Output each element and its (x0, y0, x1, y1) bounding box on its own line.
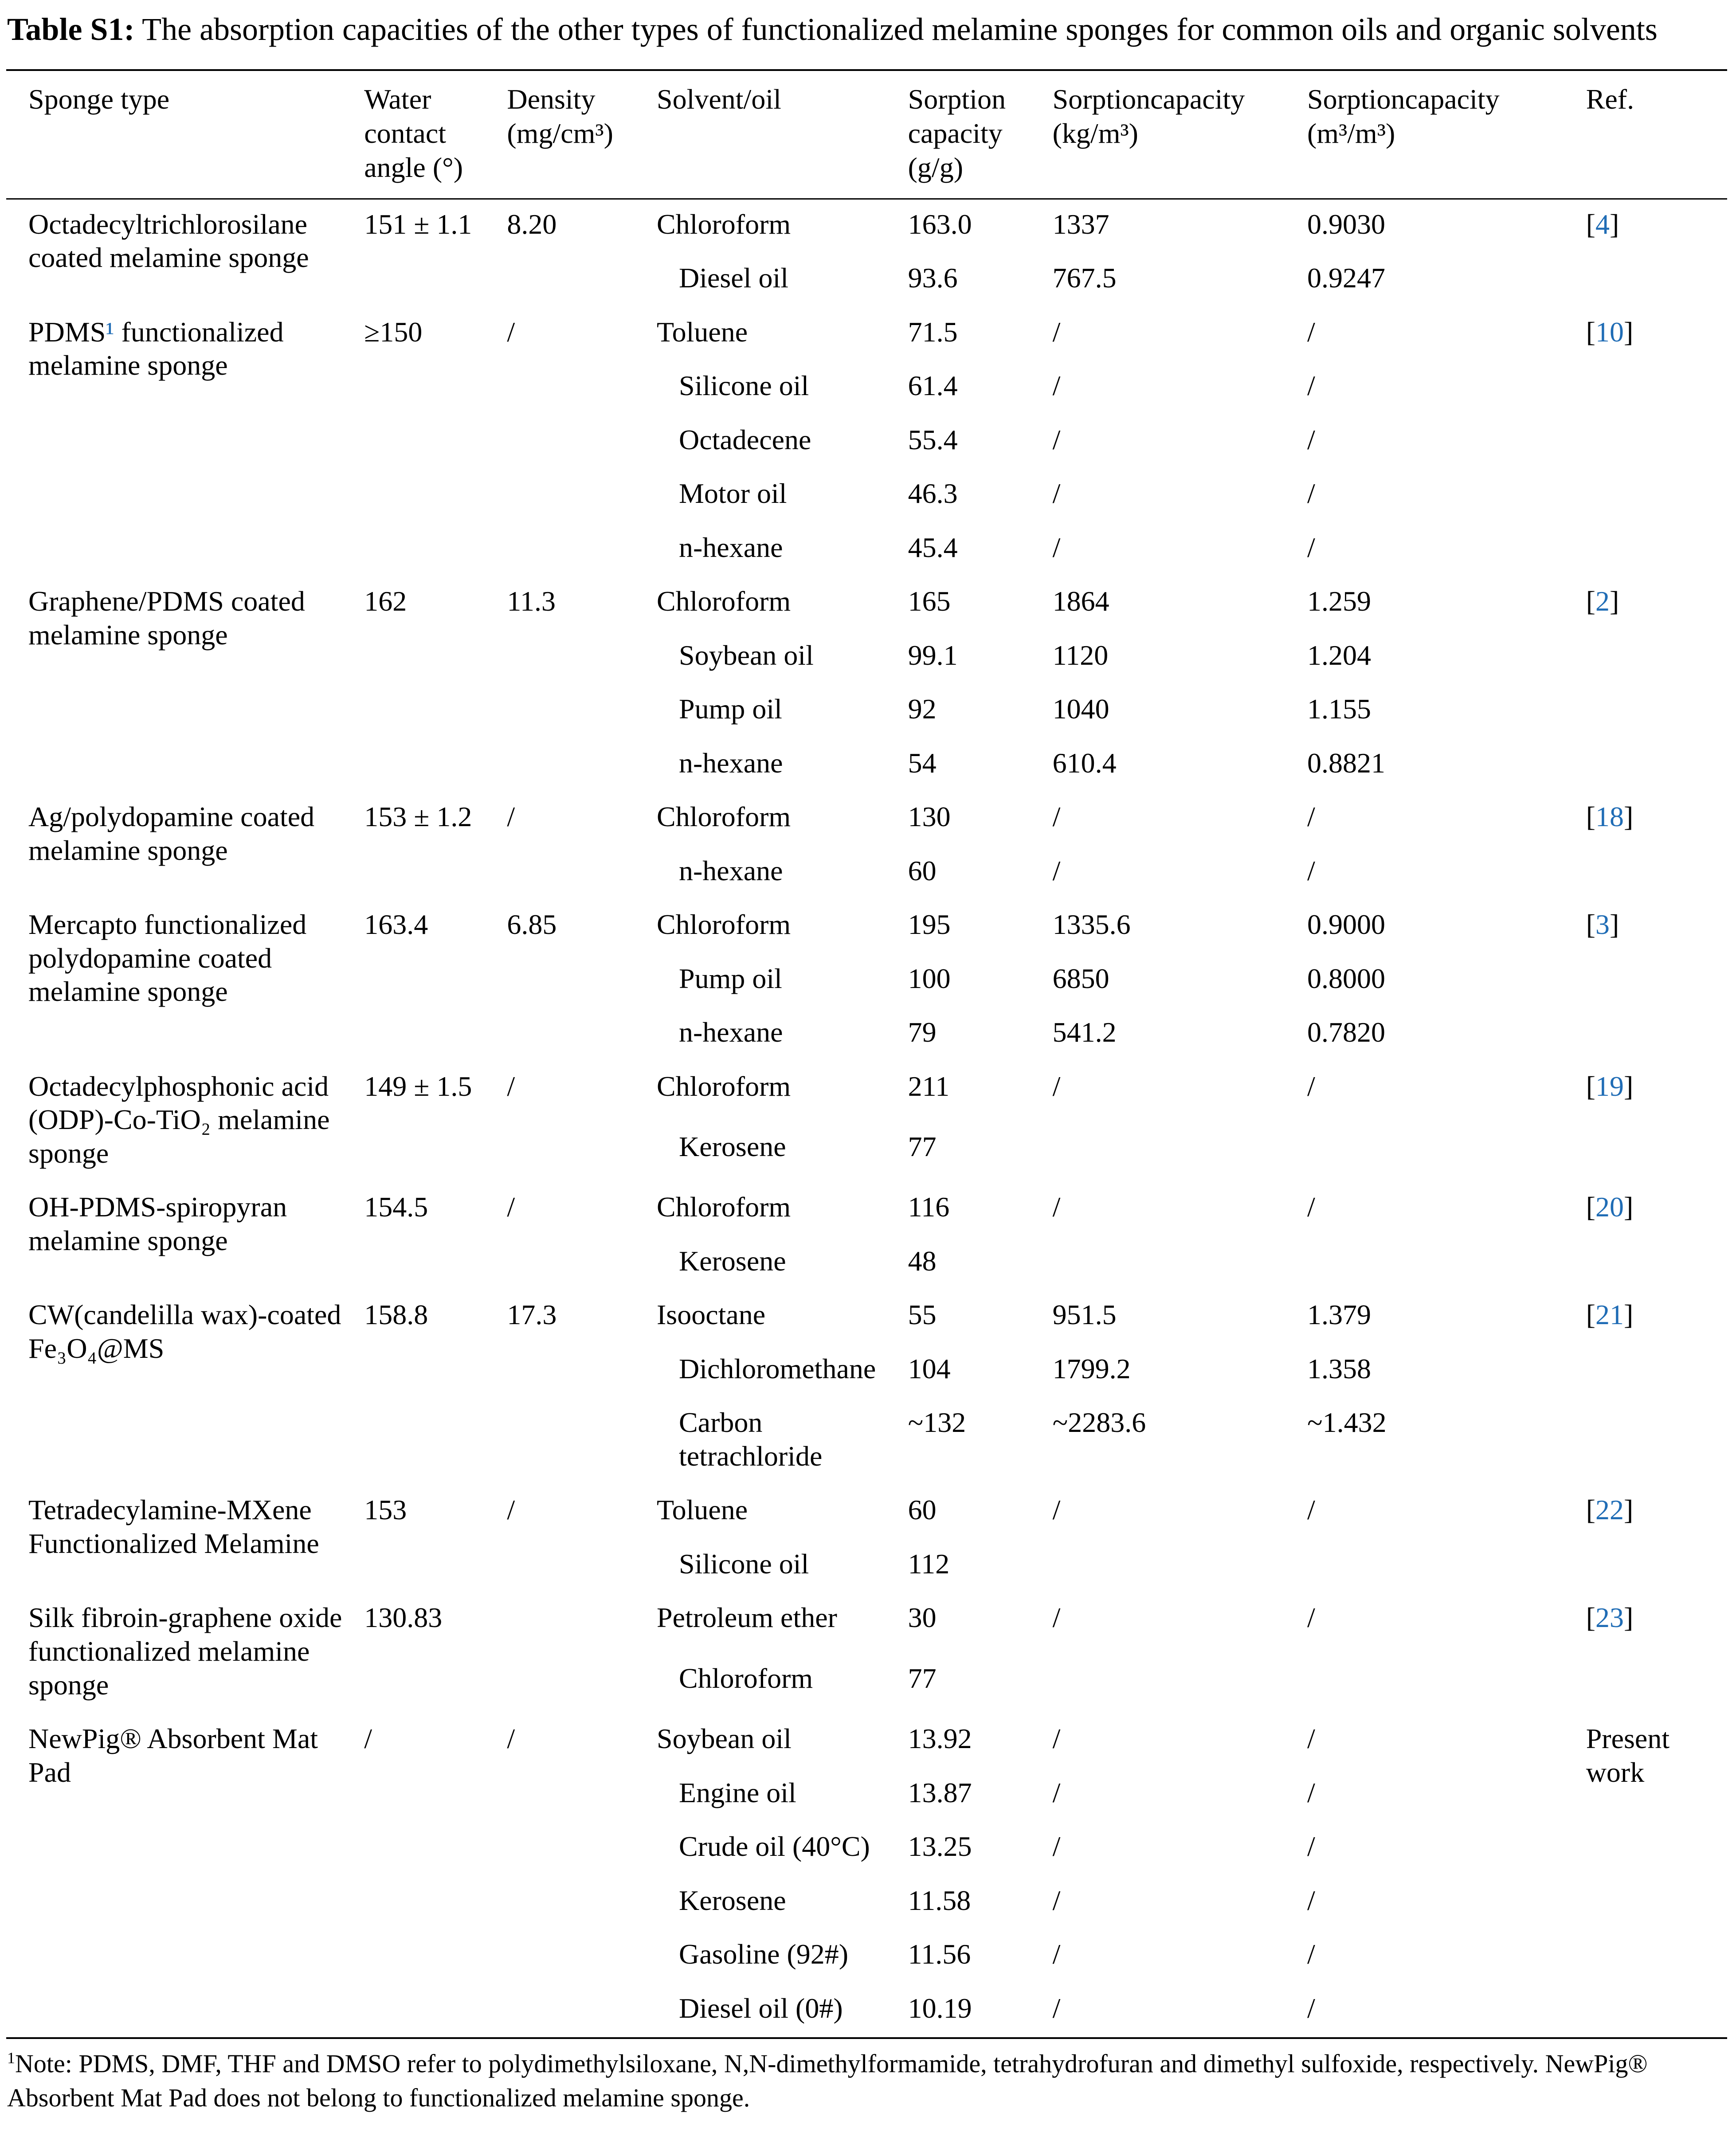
sorption-capacity-m3-m3-cell: 0.8821 (1307, 747, 1385, 779)
table-row (6, 1182, 1727, 1236)
sorption-capacity-m3-m3-cell: / (1307, 1938, 1315, 1970)
sponge-type-cell: Ag/polydopamine coated melamine sponge (28, 801, 315, 866)
sorption-capacity-kg-m3-cell: 1799.2 (1052, 1353, 1131, 1384)
solvent-cell: Engine oil (678, 1776, 796, 1808)
table-row (6, 576, 1727, 631)
sorption-capacity-m3-m3-cell: 1.379 (1307, 1299, 1371, 1331)
sponge-type-cell: OH-PDMS-spiropyran melamine sponge (28, 1191, 287, 1256)
solvent-cell: n-hexane (678, 531, 783, 563)
footnote-ref-link[interactable]: ¹ (106, 316, 114, 348)
density-cell: 8.20 (507, 208, 557, 240)
sponge-type-cell: Mercapto functionalized polydopamine coated melamine sponge (28, 909, 307, 1008)
citation-link[interactable]: 3 (1595, 909, 1610, 941)
sorption-capacity-g-g-cell: 13.25 (908, 1831, 972, 1862)
sponge-type-cell: Octadecyltrichlorosilane coated melamine sponge (28, 208, 309, 274)
citation-link[interactable]: 18 (1595, 801, 1624, 833)
sorption-capacity-g-g-cell: 60 (908, 855, 937, 886)
sorption-capacity-m3-m3-cell: / (1307, 478, 1315, 510)
sorption-capacity-g-g-cell: 10.19 (908, 1992, 972, 2024)
column-header-density: Density (mg/cm³) (507, 70, 657, 199)
solvent-cell: Carbon tetrachloride (678, 1407, 823, 1472)
footnote-marker: 1 (7, 2049, 15, 2067)
solvent-cell: Silicone oil (678, 1548, 809, 1580)
sorption-capacity-m3-m3-cell: 1.259 (1307, 585, 1371, 617)
solvent-cell: Toluene (656, 316, 748, 348)
sorption-capacity-kg-m3-cell (1053, 1654, 1307, 1714)
sorption-capacity-g-g-cell: 165 (908, 585, 951, 617)
sorption-capacity-kg-m3-cell: / (1052, 1723, 1061, 1755)
sorption-capacity-m3-m3-cell: ~1.432 (1307, 1407, 1387, 1439)
solvent-cell: Diesel oil (678, 262, 789, 294)
density-cell: / (507, 1191, 515, 1223)
table-row (6, 900, 1727, 954)
column-header-water-contact-angle: Water contact angle (°) (364, 70, 507, 199)
sorption-capacity-m3-m3-cell: / (1307, 855, 1315, 886)
table-footnote (7, 2047, 1727, 2115)
sorption-capacity-kg-m3-cell: / (1052, 478, 1061, 510)
sorption-capacity-kg-m3-cell: 1335.6 (1052, 909, 1131, 941)
sorption-capacity-g-g-cell: 77 (908, 1662, 937, 1694)
sorption-capacity-m3-m3-cell: 0.9247 (1307, 262, 1385, 294)
sorption-capacity-m3-m3-cell (1307, 1654, 1586, 1714)
sorption-capacity-kg-m3-cell: / (1052, 1884, 1061, 1916)
sorption-capacity-kg-m3-cell: / (1052, 1831, 1061, 1862)
table-row (6, 307, 1727, 361)
sorption-capacity-g-g-cell: 55 (908, 1299, 937, 1331)
table-caption-label: Table S1: (7, 12, 135, 47)
sponge-type-cell: CW(candelilla wax)-coated Fe₃O₄@MS (28, 1299, 341, 1364)
solvent-cell: n-hexane (678, 1016, 783, 1048)
sponge-type-cell: PDMS¹ functionalized melamine sponge (28, 316, 284, 381)
solvent-cell: Pump oil (678, 962, 782, 994)
sorption-capacity-g-g-cell: 116 (908, 1191, 950, 1223)
sorption-capacity-m3-m3-cell (1307, 1539, 1586, 1593)
table-row (6, 1290, 1727, 1344)
sorption-capacity-kg-m3-cell: / (1052, 1992, 1061, 2024)
citation-link[interactable]: 19 (1595, 1070, 1624, 1102)
sorption-capacity-g-g-cell: 112 (908, 1548, 950, 1580)
solvent-cell: Isooctane (656, 1299, 766, 1331)
sorption-capacity-m3-m3-cell: / (1307, 1070, 1315, 1102)
sorption-capacity-g-g-cell: 11.58 (908, 1884, 971, 1916)
water-contact-angle-cell: / (364, 1723, 372, 1755)
sorption-capacity-m3-m3-cell: / (1307, 801, 1315, 833)
sorption-capacity-g-g-cell: 54 (908, 747, 937, 779)
sorption-capacity-kg-m3-cell (1053, 1122, 1307, 1182)
solvent-cell: Silicone oil (678, 370, 809, 402)
solvent-cell: Chloroform (656, 585, 791, 617)
density-cell: / (507, 1070, 515, 1102)
sorption-capacity-g-g-cell: 13.87 (908, 1776, 972, 1808)
solvent-cell: Kerosene (678, 1884, 786, 1916)
sorption-capacity-m3-m3-cell (1307, 1236, 1586, 1290)
sorption-capacity-kg-m3-cell: / (1052, 1191, 1061, 1223)
sorption-capacity-g-g-cell: 104 (908, 1353, 951, 1384)
solvent-cell: Kerosene (678, 1131, 786, 1163)
sorption-capacity-m3-m3-cell: 1.358 (1307, 1353, 1371, 1384)
table-row (6, 199, 1727, 253)
sorption-capacity-kg-m3-cell: 951.5 (1052, 1299, 1117, 1331)
citation-link[interactable]: 4 (1595, 208, 1610, 240)
sorption-capacity-g-g-cell: 46.3 (908, 478, 958, 510)
sorption-capacity-m3-m3-cell: / (1307, 1191, 1315, 1223)
sorption-capacity-kg-m3-cell: / (1052, 1938, 1061, 1970)
sorption-capacity-g-g-cell: 79 (908, 1016, 937, 1048)
sorption-capacity-g-g-cell: ~132 (908, 1407, 966, 1439)
sorption-capacity-g-g-cell: 45.4 (908, 531, 958, 563)
sorption-capacity-kg-m3-cell: 767.5 (1052, 262, 1117, 294)
sorption-capacity-kg-m3-cell: 541.2 (1052, 1016, 1117, 1048)
footnote-text: Note: PDMS, DMF, THF and DMSO refer to polydimethylsiloxane, N,N-dimethylformamide, tetrahydrofuran and dimethyl sulfoxide, respectively. NewPig® Absorbent Mat Pad does not belong to functionalized melamine sponge. (7, 2049, 1648, 2112)
water-contact-angle-cell: 149 ± 1.5 (364, 1070, 472, 1102)
sorption-capacity-kg-m3-cell: / (1052, 801, 1061, 833)
solvent-cell: Octadecene (678, 423, 811, 455)
sponge-type-cell: Octadecylphosphonic acid (ODP)-Co-TiO₂ melamine sponge (28, 1070, 330, 1169)
density-cell: / (507, 316, 515, 348)
density-cell (507, 1593, 657, 1714)
column-header-solvent-oil: Solvent/oil (657, 70, 908, 199)
sorption-capacity-m3-m3-cell: / (1307, 316, 1315, 348)
column-header-sorption-capacity-g-g: Sorption capacity (g/g) (908, 70, 1053, 199)
ref-cell: [10] (1586, 316, 1634, 348)
sorption-capacity-g-g-cell: 195 (908, 909, 951, 941)
sorption-capacity-g-g-cell: 30 (908, 1602, 937, 1634)
ref-cell: [21] (1586, 1299, 1634, 1331)
water-contact-angle-cell: 153 (364, 1494, 407, 1526)
sorption-capacity-kg-m3-cell: / (1052, 423, 1061, 455)
sorption-capacity-m3-m3-cell: 0.8000 (1307, 962, 1385, 994)
solvent-cell: n-hexane (678, 747, 783, 779)
ref-cell: [4] (1586, 208, 1619, 240)
sorption-capacity-m3-m3-cell: / (1307, 1723, 1315, 1755)
solvent-cell: Chloroform (656, 208, 791, 240)
sorption-capacity-kg-m3-cell: / (1052, 1070, 1061, 1102)
solvent-cell: Diesel oil (0#) (678, 1992, 843, 2024)
sorption-capacity-kg-m3-cell: ~2283.6 (1052, 1407, 1146, 1439)
sorption-capacity-m3-m3-cell: / (1307, 1831, 1315, 1862)
table-row (6, 1485, 1727, 1539)
solvent-cell: Toluene (656, 1494, 748, 1526)
sorption-capacity-m3-m3-cell: 1.204 (1307, 639, 1371, 671)
sorption-capacity-m3-m3-cell: 1.155 (1307, 693, 1371, 725)
sorption-capacity-g-g-cell: 99.1 (908, 639, 958, 671)
density-cell: 11.3 (507, 585, 556, 617)
sponge-type-cell: Silk fibroin-graphene oxide functionalized melamine sponge (28, 1602, 342, 1701)
solvent-cell: Chloroform (656, 1070, 791, 1102)
sorption-capacity-kg-m3-cell: 6850 (1052, 962, 1109, 994)
sorption-capacity-g-g-cell: 71.5 (908, 316, 958, 348)
solvent-cell: Chloroform (656, 909, 791, 941)
ref-cell: [23] (1586, 1602, 1634, 1634)
column-header-sorption-capacity-m3-m3: Sorptioncapacity (m³/m³) (1307, 70, 1586, 199)
sorption-capacity-m3-m3-cell: / (1307, 531, 1315, 563)
solvent-cell: Chloroform (656, 1191, 791, 1223)
sorption-capacity-kg-m3-cell: / (1052, 370, 1061, 402)
sorption-capacity-m3-m3-cell: / (1307, 370, 1315, 402)
water-contact-angle-cell: 151 ± 1.1 (364, 208, 472, 240)
water-contact-angle-cell: 154.5 (364, 1191, 428, 1223)
table-row (6, 1593, 1727, 1653)
sorption-capacity-g-g-cell: 211 (908, 1070, 950, 1102)
sponge-type-cell: Tetradecylamine-MXene Functionalized Melamine (28, 1494, 319, 1559)
sorption-capacity-m3-m3-cell (1307, 1122, 1586, 1182)
sorption-capacity-g-g-cell: 130 (908, 801, 951, 833)
sorption-capacity-kg-m3-cell: 1040 (1052, 693, 1109, 725)
table-caption (7, 9, 1727, 50)
table-header (6, 70, 1727, 199)
sorption-capacity-kg-m3-cell: 1337 (1052, 208, 1109, 240)
sorption-capacity-kg-m3-cell: / (1052, 1494, 1061, 1526)
sorption-capacity-kg-m3-cell: / (1052, 531, 1061, 563)
density-cell: 6.85 (507, 909, 557, 941)
table-row (6, 792, 1727, 846)
solvent-cell: Petroleum ether (656, 1602, 837, 1634)
sorption-capacity-kg-m3-cell: 1120 (1052, 639, 1109, 671)
solvent-cell: Dichloromethane (678, 1353, 876, 1384)
sorption-capacity-g-g-cell: 77 (908, 1131, 937, 1163)
sorption-capacity-m3-m3-cell: / (1307, 1884, 1315, 1916)
sorption-capacity-g-g-cell: 100 (908, 962, 951, 994)
water-contact-angle-cell: 162 (364, 585, 407, 617)
ref-cell: [18] (1586, 801, 1634, 833)
sorption-capacity-g-g-cell: 55.4 (908, 423, 958, 455)
sorption-capacity-m3-m3-cell: / (1307, 423, 1315, 455)
table-body (6, 199, 1727, 2038)
sorption-capacity-g-g-cell: 163.0 (908, 208, 972, 240)
sorption-capacity-g-g-cell: 61.4 (908, 370, 958, 402)
solvent-cell: Motor oil (678, 478, 787, 510)
ref-cell: [22] (1586, 1494, 1634, 1526)
citation-link[interactable]: 22 (1595, 1494, 1624, 1526)
sorption-capacity-kg-m3-cell (1053, 1236, 1307, 1290)
citation-link[interactable]: 2 (1595, 585, 1610, 617)
sorption-capacity-kg-m3-cell: / (1052, 1776, 1061, 1808)
column-header-sponge-type: Sponge type (6, 70, 364, 199)
sponge-type-cell: NewPig® Absorbent Mat Pad (28, 1723, 318, 1788)
sorption-capacity-g-g-cell: 60 (908, 1494, 937, 1526)
ref-cell: [20] (1586, 1191, 1634, 1223)
sorption-capacity-m3-m3-cell: / (1307, 1992, 1315, 2024)
sorption-capacity-kg-m3-cell: / (1052, 855, 1061, 886)
sorption-capacity-g-g-cell: 13.92 (908, 1723, 972, 1755)
sorption-capacity-kg-m3-cell: / (1052, 316, 1061, 348)
solvent-cell: Crude oil (40°C) (678, 1831, 870, 1862)
citation-link[interactable]: 21 (1595, 1299, 1624, 1331)
sorption-capacity-m3-m3-cell: / (1307, 1494, 1315, 1526)
citation-link[interactable]: 20 (1595, 1191, 1624, 1223)
sorption-capacity-m3-m3-cell: 0.9000 (1307, 909, 1385, 941)
solvent-cell: n-hexane (678, 855, 783, 886)
sorption-capacity-g-g-cell: 92 (908, 693, 937, 725)
solvent-cell: Chloroform (678, 1662, 813, 1694)
sorption-capacity-g-g-cell: 93.6 (908, 262, 958, 294)
solvent-cell: Gasoline (92#) (678, 1938, 849, 1970)
sponge-type-cell: Graphene/PDMS coated melamine sponge (28, 585, 305, 651)
water-contact-angle-cell: 130.83 (364, 1602, 443, 1634)
ref-cell: [2] (1586, 585, 1619, 617)
density-cell: / (507, 1723, 515, 1755)
table-header-row (6, 70, 1727, 199)
water-contact-angle-cell: 163.4 (364, 909, 428, 941)
ref-cell: [19] (1586, 1070, 1634, 1102)
sorption-capacity-m3-m3-cell: 0.9030 (1307, 208, 1385, 240)
citation-link[interactable]: 23 (1595, 1602, 1624, 1634)
solvent-cell: Chloroform (656, 801, 791, 833)
solvent-cell: Soybean oil (678, 639, 814, 671)
column-header-sorption-capacity-kg-m3: Sorptioncapacity (kg/m³) (1053, 70, 1307, 199)
table-caption-text: The absorption capacities of the other types of functionalized melamine sponges for common oils and organic solvents (134, 12, 1658, 47)
solvent-cell: Kerosene (678, 1245, 786, 1277)
density-cell: 17.3 (507, 1299, 557, 1331)
sorption-capacity-kg-m3-cell: 610.4 (1052, 747, 1117, 779)
solvent-cell: Pump oil (678, 693, 782, 725)
table-row (6, 1714, 1727, 1768)
density-cell: / (507, 801, 515, 833)
water-contact-angle-cell: 158.8 (364, 1299, 428, 1331)
sorption-capacity-m3-m3-cell: / (1307, 1776, 1315, 1808)
water-contact-angle-cell: ≥150 (364, 316, 423, 348)
table-row (6, 1062, 1727, 1122)
water-contact-angle-cell: 153 ± 1.2 (364, 801, 472, 833)
ref-cell: [3] (1586, 909, 1619, 941)
sorption-capacity-kg-m3-cell: / (1052, 1602, 1061, 1634)
sorption-capacity-m3-m3-cell: 0.7820 (1307, 1016, 1385, 1048)
density-cell: / (507, 1494, 515, 1526)
solvent-cell: Soybean oil (656, 1723, 792, 1755)
column-header-ref: Ref. (1586, 70, 1727, 199)
sorption-capacity-g-g-cell: 48 (908, 1245, 937, 1277)
sorption-capacity-kg-m3-cell: 1864 (1052, 585, 1109, 617)
sorption-capacity-m3-m3-cell: / (1307, 1602, 1315, 1634)
sorption-capacity-kg-m3-cell (1053, 1539, 1307, 1593)
sorption-capacity-g-g-cell: 11.56 (908, 1938, 971, 1970)
absorption-capacity-table (6, 69, 1727, 2039)
citation-link[interactable]: 10 (1595, 316, 1624, 348)
ref-cell: Present work (1586, 1723, 1670, 1788)
